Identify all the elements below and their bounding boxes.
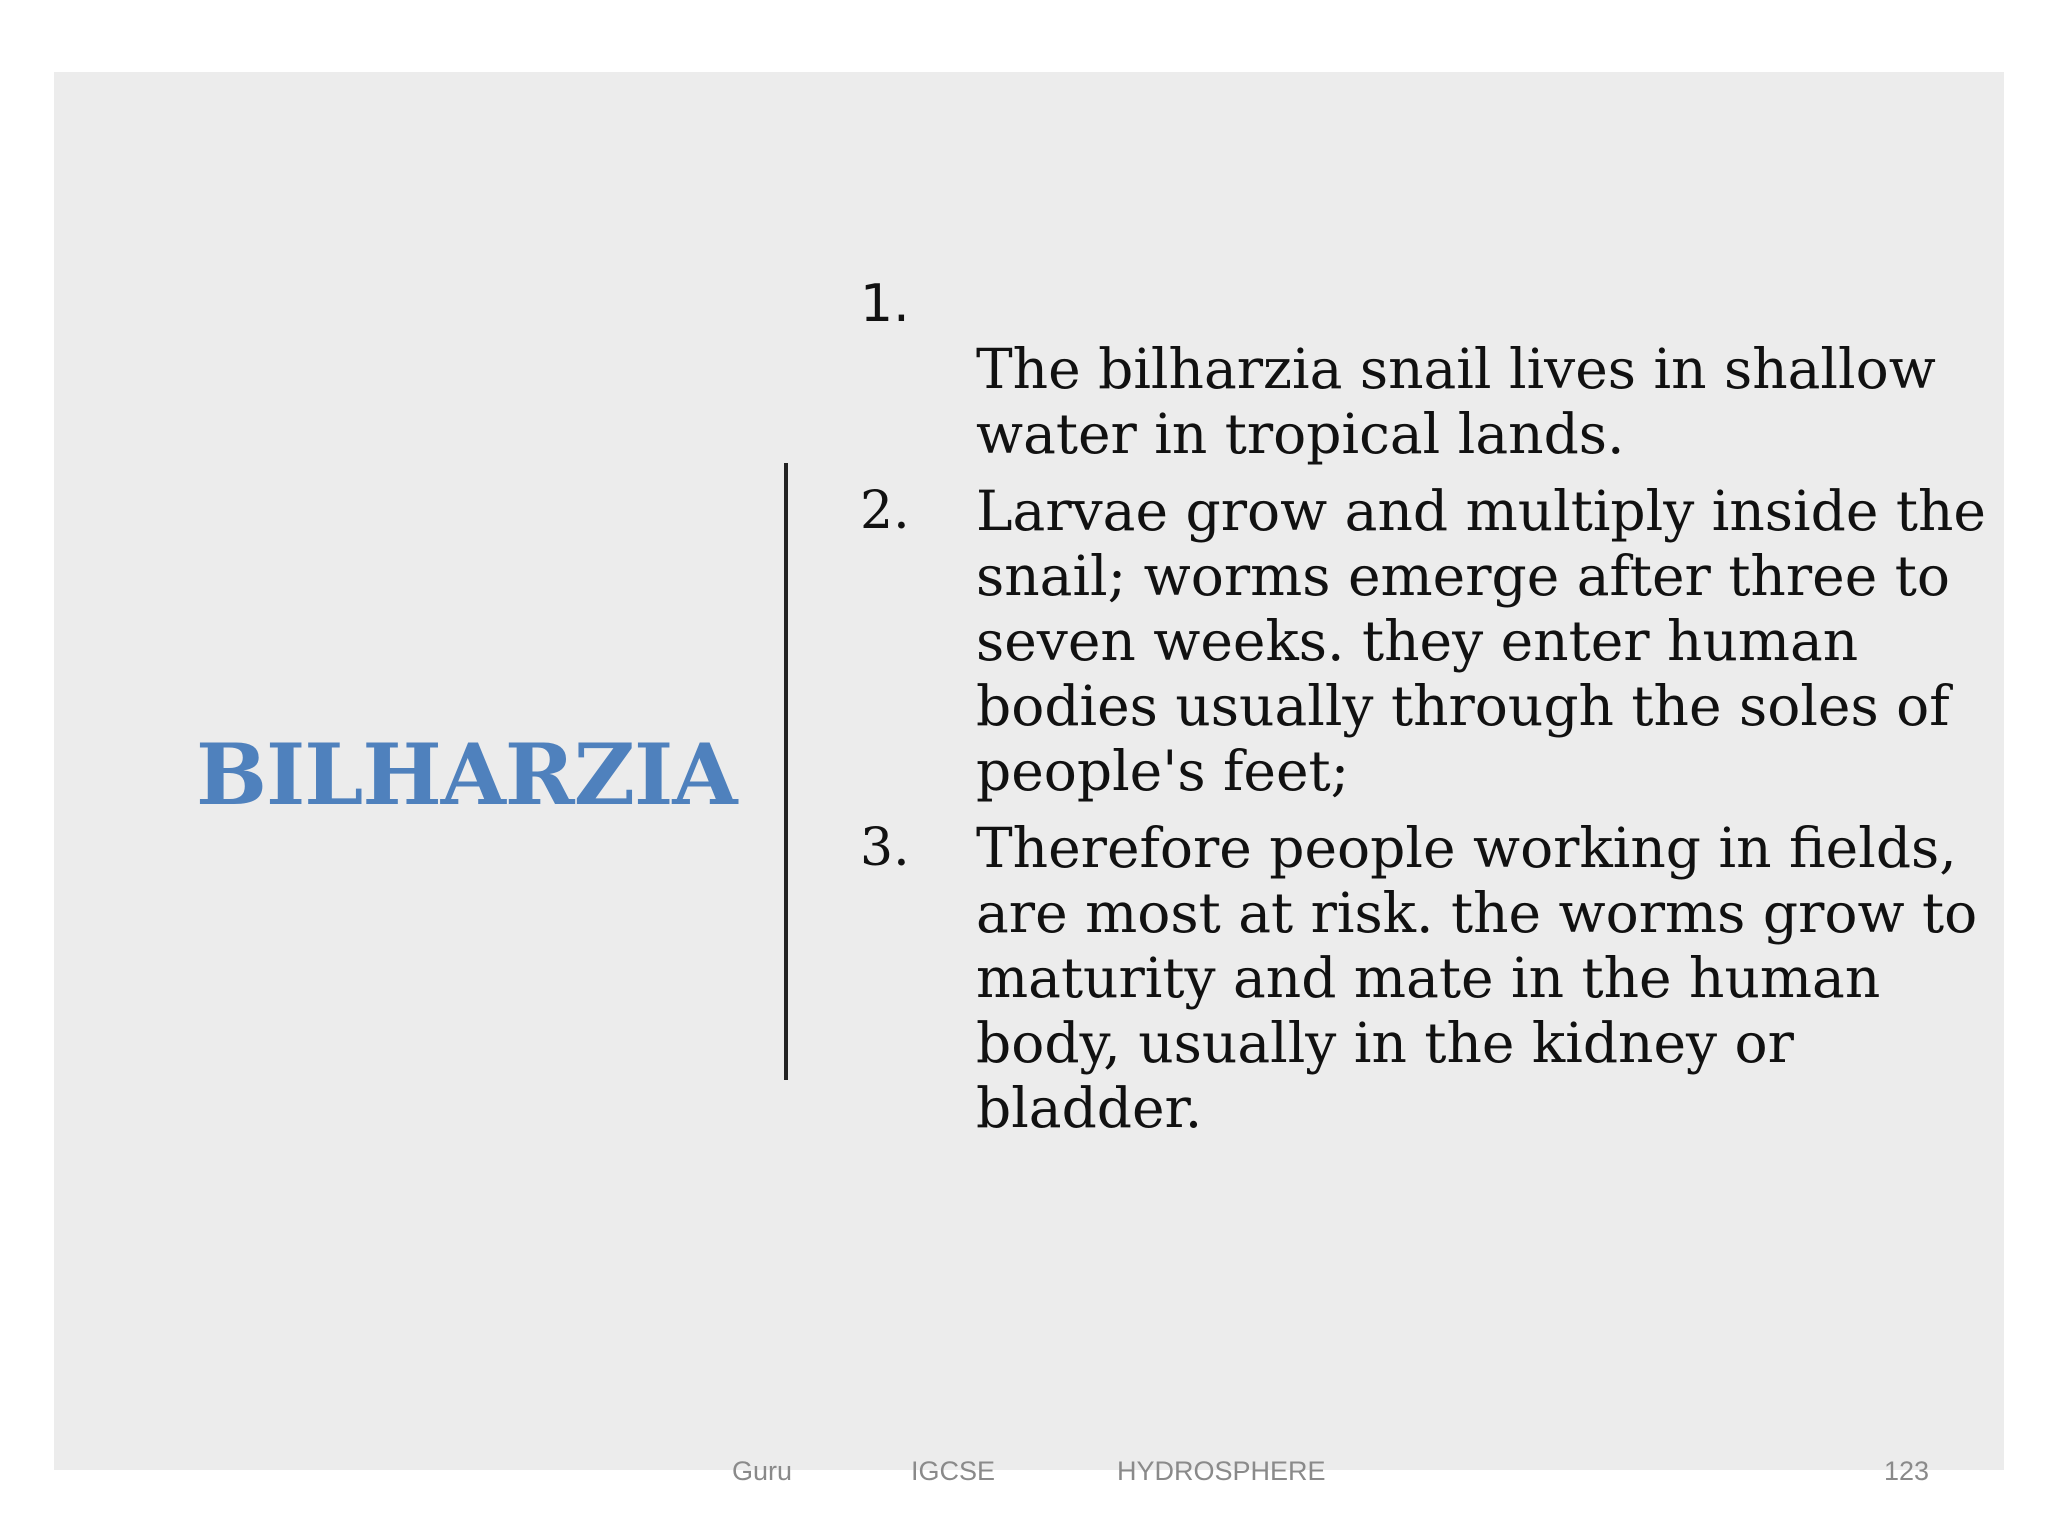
list-item xyxy=(860,816,2000,1141)
footer-author: Guru xyxy=(732,1456,793,1486)
footer-page-number: 123 xyxy=(1884,1456,1930,1486)
list-item-number: 3. xyxy=(860,818,910,878)
list-item-number: 1. xyxy=(860,274,910,334)
footer-course: IGCSE xyxy=(911,1456,996,1486)
list-item xyxy=(860,479,2000,804)
list-item-text: Larvae grow and multiply inside the snail; worms emerge after three to seven weeks. they enter human bodies usually through the soles of people's feet; xyxy=(976,479,1986,803)
numbered-list xyxy=(860,272,2000,1141)
list-item-text: The bilharzia snail lives in shallow water in tropical lands. xyxy=(976,337,1936,466)
list-item-text: Therefore people working in fields, are most at risk. the worms grow to maturity and mate in the human body, usually in the kidney or bladder. xyxy=(976,816,1978,1140)
footer-topic: HYDROSPHERE xyxy=(1117,1456,1326,1486)
list-item-number: 2. xyxy=(860,481,910,541)
slide-title: BILHARZIA xyxy=(196,725,737,824)
list-item xyxy=(860,272,2000,467)
vertical-divider xyxy=(784,463,788,1080)
